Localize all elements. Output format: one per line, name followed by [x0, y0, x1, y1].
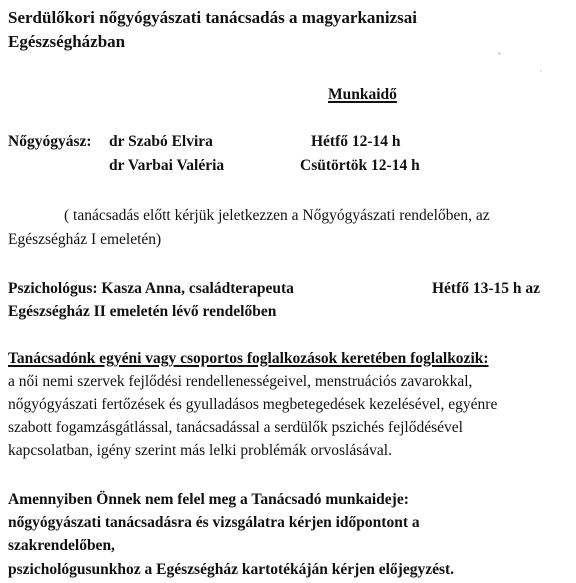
- document-title-line-1: Serdülőkori nőgyógyászati tanácsadás a magyarkanizsai: [8, 8, 417, 27]
- alternative-line-3: szakrendelőben,: [8, 537, 115, 554]
- gynecologist-hours-2: Csütörtök 12-14 h: [300, 157, 420, 174]
- registration-note-line-1: ( tanácsadás előtt kérjük jeletkezzen a Nőgyógyászati rendelőben, az: [64, 207, 490, 224]
- psychologist-line-1-left: Pszichológus: Kasza Anna, családterapeuta: [8, 280, 294, 297]
- alternative-line-4: pszichológusunkhoz a Egészségház kartotékáján kérjen előjegyzést.: [8, 561, 455, 578]
- scan-speck: [540, 70, 542, 72]
- worktime-heading: Munkaidő: [328, 86, 397, 103]
- gynecologist-label: Nőgyógyász:: [8, 133, 92, 150]
- services-line-1: a női nemi szervek fejlődési rendellenességeivel, menstruációs zavarokkal,: [8, 373, 473, 390]
- services-line-3: szabott fogamzásgátlással, tanácsadással a serdülők pszichés fejlődésével: [8, 419, 463, 436]
- gynecologist-name-1: dr Szabó Elvira: [109, 133, 213, 150]
- alternative-line-2: nőgyógyászati tanácsadásra és vizsgálatra kérjen időpontont a: [8, 514, 420, 531]
- psychologist-line-1-right: Hétfő 13-15 h az: [432, 280, 541, 297]
- services-heading: Tanácsadónk egyéni vagy csoportos foglalkozások keretében foglalkozik:: [8, 350, 489, 367]
- alternative-line-1: Amennyiben Önnek nem felel meg a Tanácsadó munkaideje:: [8, 491, 409, 508]
- scan-speck: [498, 52, 501, 55]
- services-line-2: nőgyógyászati fertőzések és gyulladásos megbetegedések kezelésével, egyénre: [8, 396, 498, 413]
- psychologist-line-2: Egészségház II emeletén lévő rendelőben: [8, 303, 277, 320]
- services-line-4: kapcsolatban, igény szerint más lelki problémák orvoslásával.: [8, 442, 392, 459]
- document-title-line-2: Egészségházban: [8, 32, 126, 51]
- gynecologist-hours-1: Hétfő 12-14 h: [311, 133, 401, 150]
- gynecologist-name-2: dr Varbai Valéria: [109, 157, 225, 174]
- registration-note-line-2: Egészségház I emeletén): [8, 231, 162, 248]
